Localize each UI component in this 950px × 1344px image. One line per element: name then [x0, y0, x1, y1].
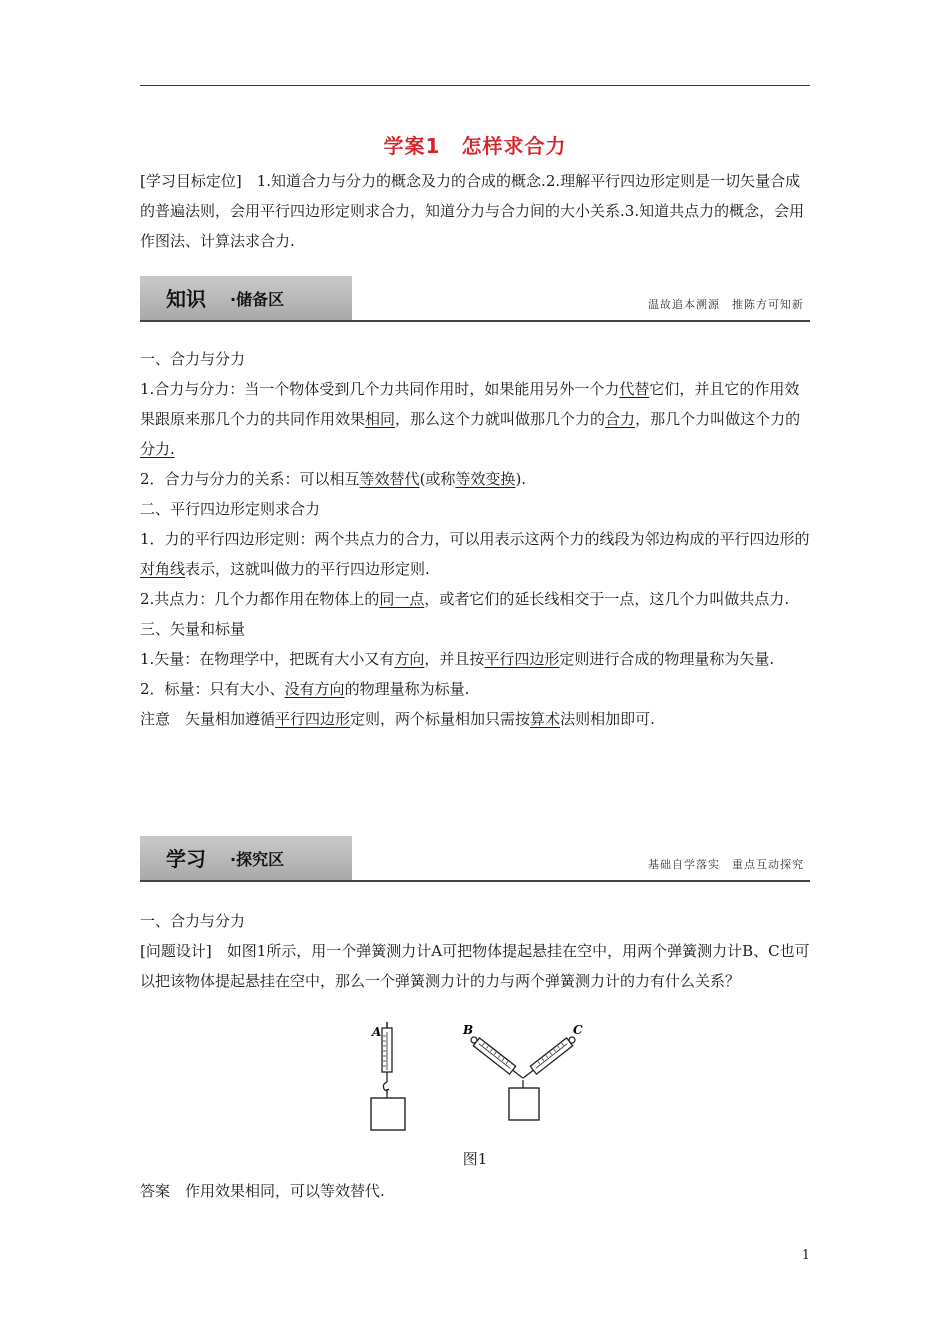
section-motto: 基础自学落实 重点互动探究 [648, 858, 804, 871]
section-sub-title: ·探究区 [230, 850, 285, 869]
figure-caption: 图1 [462, 1150, 488, 1168]
section-header-study [140, 836, 810, 882]
page-title: 学案1 怎样求合力 [383, 134, 567, 158]
question [140, 936, 810, 996]
weight-block-a [371, 1098, 405, 1130]
heading-study-1: 一、合力与分力 [140, 912, 246, 930]
study-content [140, 906, 810, 996]
weight-block-bc [509, 1088, 539, 1120]
section-sub-title: ·储备区 [230, 290, 285, 309]
section-rule [140, 320, 810, 322]
section-main-title: 知识 [166, 287, 206, 311]
spring-scale-a [371, 1022, 405, 1130]
section-header-knowledge [140, 276, 810, 322]
page-number: 1 [801, 1248, 810, 1263]
learning-objectives [140, 166, 810, 256]
paragraph-6: 2．标量：只有大小、没有方向的物理量称为标量. [140, 680, 470, 698]
question-text: 如图1所示，用一个弹簧测力计A可把物体提起悬挂在空中，用两个弹簧测力计B、C也可以把该物体提起悬挂在空中，那么一个弹簧测力计的力与两个弹簧测力计的力有什么关系？ [140, 942, 810, 990]
label-b: B [463, 1023, 474, 1037]
spring-scale-figure [350, 1018, 610, 1138]
paragraph-3: 1．力的平行四边形定则：两个共点力的合力，可以用表示这两个力的线段为邻边构成的平行四边形的对角线表示，这就叫做力的平行四边形定则. [140, 530, 810, 578]
answer: 答案 作用效果相同，可以等效替代. [140, 1182, 385, 1200]
heading-3: 三、矢量和标量 [140, 620, 246, 638]
heading-2: 二、平行四边形定则求合力 [140, 500, 321, 518]
objectives-text: 1.知道合力与分力的概念及力的合成的概念.2.理解平行四边形定则是一切矢量合成的普遍法则，会用平行四边形定则求合力，知道分力与合力间的大小关系.3.知道共点力的概念，会用作图法、计算法求合力. [140, 172, 805, 250]
objectives-label: [学习目标定位] [140, 172, 242, 190]
label-c: C [573, 1023, 583, 1037]
note: 注意 矢量相加遵循平行四边形定则，两个标量相加只需按算术法则相加即可. [140, 710, 655, 728]
section-main-title: 学习 [166, 847, 206, 871]
section-motto: 温故追本溯源 推陈方可知新 [648, 298, 804, 311]
question-label: [问题设计] [140, 942, 212, 960]
section-rule [140, 880, 810, 882]
paragraph-5: 1.矢量：在物理学中，把既有大小又有方向，并且按平行四边形定则进行合成的物理量称为矢量. [140, 650, 775, 668]
label-a: A [372, 1025, 382, 1039]
spring-scale-bc [462, 1023, 583, 1120]
knowledge-content [140, 344, 810, 734]
paragraph-1: 1.合力与分力：当一个物体受到几个力共同作用时，如果能用另外一个力代替它们，并且它的作用效果跟原来那几个力的共同作用效果相同，那么这个力就叫做那几个力的合力，那几个力叫做这个力的分力. [140, 380, 801, 458]
paragraph-4: 2.共点力：几个力都作用在物体上的同一点，或者它们的延长线相交于一点，这几个力叫做共点力. [140, 590, 790, 608]
paragraph-2: 2．合力与分力的关系：可以相互等效替代(或称等效变换). [140, 470, 527, 488]
heading-1: 一、合力与分力 [140, 350, 246, 368]
header-rule [140, 85, 810, 86]
